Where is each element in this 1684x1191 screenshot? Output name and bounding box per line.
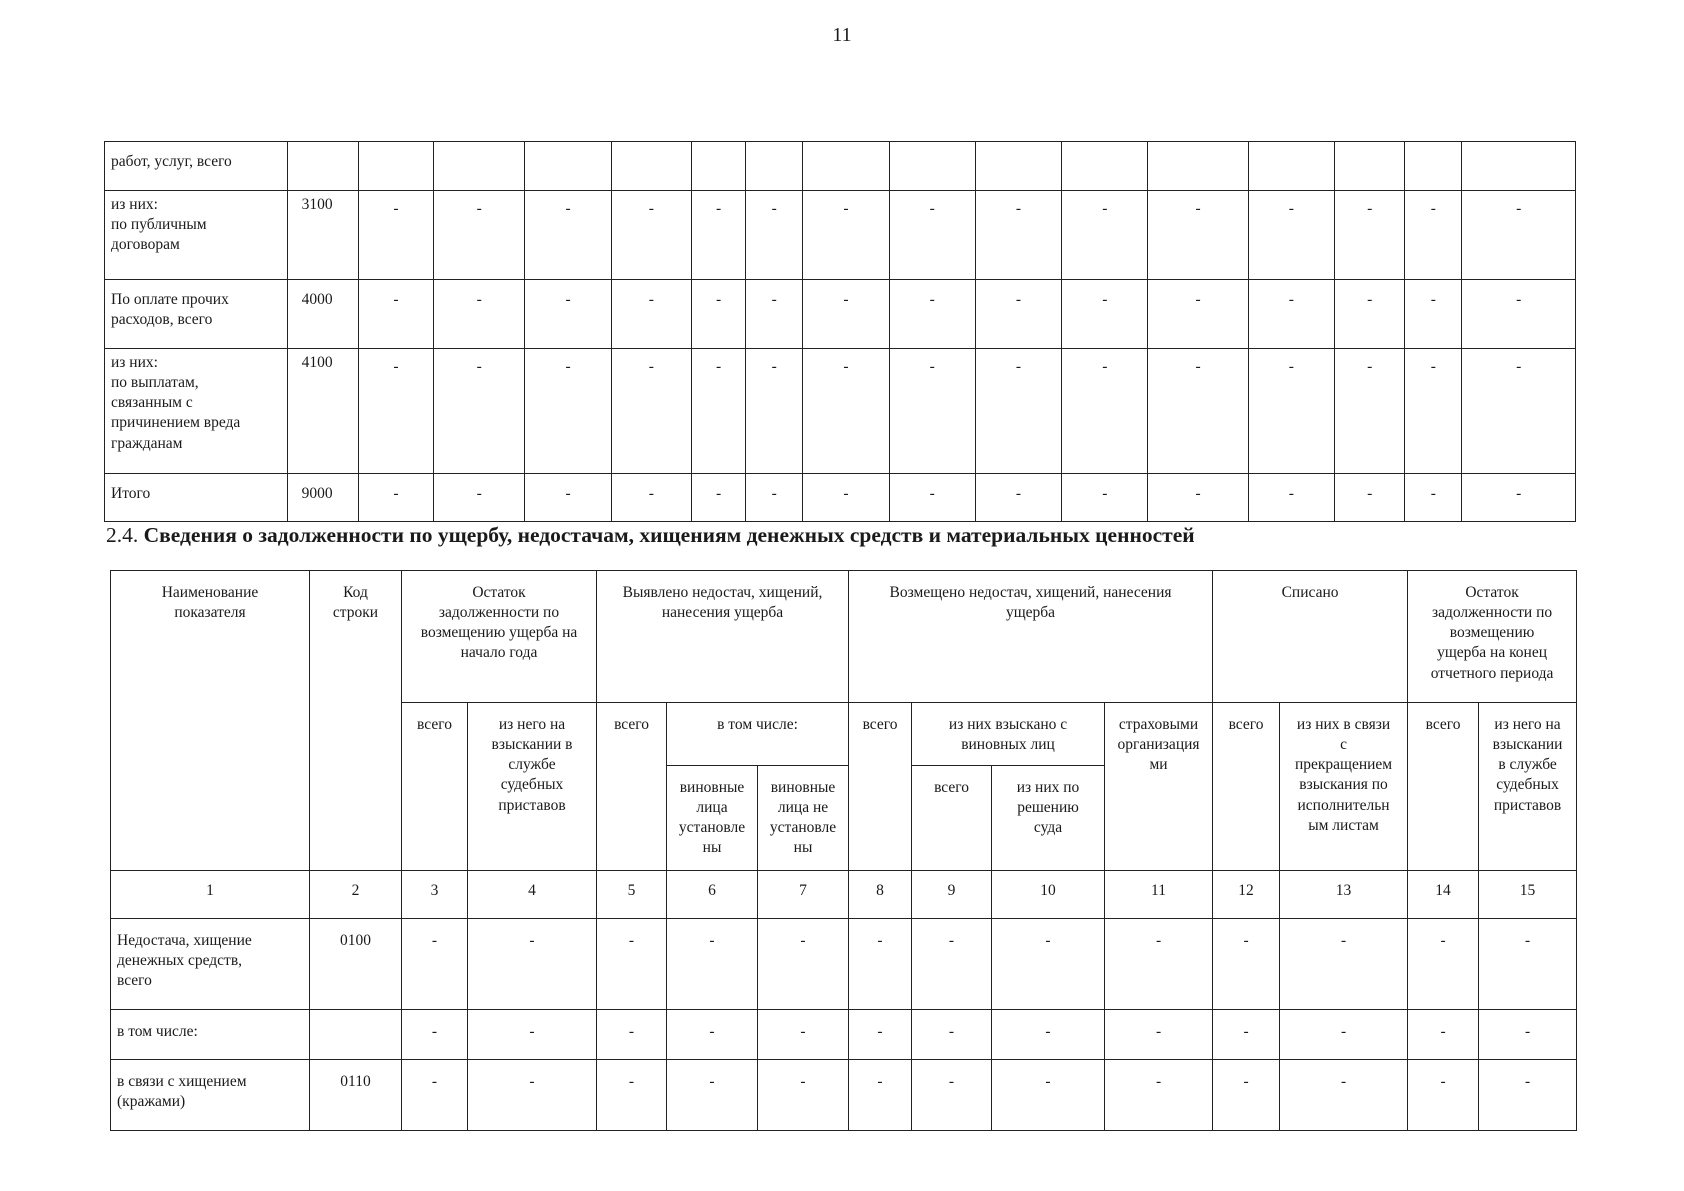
header-from-guilty: из них взыскано с виновных лиц — [912, 703, 1105, 766]
cell-value: - — [667, 1010, 758, 1060]
section-title — [106, 523, 1195, 548]
cell-value: - — [1479, 919, 1577, 1010]
header-col4: из него на взыскании в службе судебных приставов — [468, 703, 597, 871]
cell-value: - — [358, 349, 433, 474]
header-code: Код строки — [310, 571, 402, 871]
row-code: 3100 — [287, 191, 358, 280]
row-name: из них: по публичным договорам — [105, 191, 288, 280]
cell-value: - — [597, 919, 667, 1010]
cell-value: - — [758, 1060, 849, 1131]
cell-value — [611, 142, 691, 191]
cell-value: - — [803, 349, 889, 474]
cell-value: - — [975, 349, 1061, 474]
header-col6: виновные лица установле ны — [667, 766, 758, 871]
header-col8: всего — [849, 703, 912, 871]
header-balance-end: Остаток задолженности по возмещению ущерба на конец отчетного периода — [1408, 571, 1577, 703]
row-code — [287, 142, 358, 191]
cell-value: - — [611, 349, 691, 474]
cell-value — [1062, 142, 1148, 191]
column-number: 10 — [992, 871, 1105, 919]
cell-value: - — [1405, 349, 1462, 474]
section-number: 2.4. — [106, 523, 139, 547]
page-number: 11 — [832, 24, 852, 46]
cell-value: - — [1462, 349, 1576, 474]
cell-value — [746, 142, 803, 191]
cell-value: - — [1248, 474, 1334, 522]
cell-value: - — [402, 1010, 468, 1060]
cell-value — [1248, 142, 1334, 191]
cell-value: - — [597, 1010, 667, 1060]
column-number: 6 — [667, 871, 758, 919]
table-row — [105, 474, 1576, 522]
cell-value: - — [1462, 191, 1576, 280]
debt-table-continued — [104, 141, 1576, 522]
cell-value: - — [992, 1060, 1105, 1131]
cell-value: - — [1335, 191, 1405, 280]
column-number: 1 — [111, 871, 310, 919]
cell-value: - — [358, 474, 433, 522]
cell-value: - — [611, 474, 691, 522]
cell-value — [1335, 142, 1405, 191]
cell-value: - — [1408, 1010, 1479, 1060]
table-row — [111, 1010, 1577, 1060]
column-number: 3 — [402, 871, 468, 919]
cell-value: - — [1062, 474, 1148, 522]
cell-value: - — [1335, 280, 1405, 349]
cell-value: - — [1248, 280, 1334, 349]
cell-value: - — [1148, 280, 1248, 349]
cell-value: - — [746, 474, 803, 522]
column-number: 7 — [758, 871, 849, 919]
row-name: из них: по выплатам, связанным с причинением вреда гражданам — [105, 349, 288, 474]
cell-value: - — [358, 191, 433, 280]
cell-value: - — [803, 474, 889, 522]
cell-value: - — [1105, 1010, 1213, 1060]
cell-value: - — [975, 280, 1061, 349]
cell-value: - — [434, 280, 525, 349]
cell-value: - — [525, 280, 611, 349]
header-col9: всего — [912, 766, 992, 871]
cell-value: - — [803, 280, 889, 349]
cell-value: - — [525, 349, 611, 474]
header-incl: в том числе: — [667, 703, 849, 766]
row-name: в том числе: — [111, 1010, 310, 1060]
cell-value: - — [1405, 191, 1462, 280]
cell-value: - — [1408, 919, 1479, 1010]
cell-value: - — [468, 919, 597, 1010]
cell-value: - — [468, 1060, 597, 1131]
cell-value: - — [597, 1060, 667, 1131]
row-code: 0110 — [310, 1060, 402, 1131]
table-row — [111, 1060, 1577, 1131]
cell-value: - — [746, 280, 803, 349]
row-name: Итого — [105, 474, 288, 522]
cell-value: - — [992, 919, 1105, 1010]
cell-value: - — [402, 1060, 468, 1131]
header-col12: всего — [1213, 703, 1280, 871]
table-row — [105, 349, 1576, 474]
row-code — [310, 1010, 402, 1060]
cell-value — [525, 142, 611, 191]
cell-value: - — [1248, 191, 1334, 280]
header-col5: всего — [597, 703, 667, 871]
table-row — [105, 191, 1576, 280]
damage-debt-table — [110, 570, 1577, 1131]
cell-value: - — [434, 474, 525, 522]
cell-value: - — [1062, 191, 1148, 280]
cell-value: - — [691, 474, 745, 522]
column-number: 14 — [1408, 871, 1479, 919]
cell-value: - — [358, 280, 433, 349]
header-balance-start: Остаток задолженности по возмещению ущерба на начало года — [402, 571, 597, 703]
cell-value: - — [849, 919, 912, 1010]
cell-value: - — [525, 191, 611, 280]
cell-value: - — [1405, 280, 1462, 349]
column-numbers-row — [111, 871, 1577, 919]
cell-value — [1148, 142, 1248, 191]
cell-value: - — [434, 349, 525, 474]
cell-value: - — [1213, 919, 1280, 1010]
cell-value: - — [975, 191, 1061, 280]
cell-value: - — [1248, 349, 1334, 474]
cell-value: - — [849, 1010, 912, 1060]
cell-value: - — [691, 191, 745, 280]
cell-value: - — [1062, 349, 1148, 474]
cell-value: - — [1405, 474, 1462, 522]
cell-value: - — [1280, 919, 1408, 1010]
cell-value: - — [746, 191, 803, 280]
column-number: 12 — [1213, 871, 1280, 919]
section-heading: Сведения о задолженности по ущербу, недостачам, хищениям денежных средств и материальных ценностей — [143, 523, 1195, 547]
column-number: 4 — [468, 871, 597, 919]
cell-value: - — [1148, 349, 1248, 474]
row-code: 4100 — [287, 349, 358, 474]
column-number: 5 — [597, 871, 667, 919]
column-number: 9 — [912, 871, 992, 919]
column-number: 8 — [849, 871, 912, 919]
row-name: в связи с хищением (кражами) — [111, 1060, 310, 1131]
cell-value: - — [992, 1010, 1105, 1060]
cell-value: - — [1213, 1060, 1280, 1131]
cell-value — [358, 142, 433, 191]
cell-value: - — [912, 1060, 992, 1131]
cell-value: - — [1462, 280, 1576, 349]
column-number: 11 — [1105, 871, 1213, 919]
cell-value: - — [434, 191, 525, 280]
row-name: Недостача, хищение денежных средств, всего — [111, 919, 310, 1010]
cell-value: - — [1479, 1010, 1577, 1060]
column-number: 13 — [1280, 871, 1408, 919]
table-row — [111, 919, 1577, 1010]
cell-value: - — [889, 280, 975, 349]
header-col10: из них по решению суда — [992, 766, 1105, 871]
header-col3: всего — [402, 703, 468, 871]
header-col13: из них в связи с прекращением взыскания по исполнительн ым листам — [1280, 703, 1408, 871]
cell-value — [1462, 142, 1576, 191]
cell-value: - — [758, 919, 849, 1010]
header-name: Наименование показателя — [111, 571, 310, 871]
cell-value: - — [889, 474, 975, 522]
cell-value: - — [691, 349, 745, 474]
cell-value: - — [1148, 191, 1248, 280]
cell-value: - — [525, 474, 611, 522]
cell-value: - — [889, 349, 975, 474]
cell-value: - — [611, 191, 691, 280]
row-name: По оплате прочих расходов, всего — [105, 280, 288, 349]
row-code: 9000 — [287, 474, 358, 522]
cell-value: - — [691, 280, 745, 349]
cell-value: - — [611, 280, 691, 349]
cell-value: - — [1479, 1060, 1577, 1131]
cell-value: - — [1213, 1010, 1280, 1060]
header-col14: всего — [1408, 703, 1479, 871]
cell-value: - — [402, 919, 468, 1010]
cell-value: - — [746, 349, 803, 474]
cell-value: - — [758, 1010, 849, 1060]
cell-value: - — [912, 919, 992, 1010]
table-row — [105, 280, 1576, 349]
cell-value: - — [1105, 1060, 1213, 1131]
column-number: 15 — [1479, 871, 1577, 919]
column-number: 2 — [310, 871, 402, 919]
header-reimbursed: Возмещено недостач, хищений, нанесения ущерба — [849, 571, 1213, 703]
cell-value: - — [1462, 474, 1576, 522]
row-name: работ, услуг, всего — [105, 142, 288, 191]
cell-value: - — [667, 919, 758, 1010]
row-code: 0100 — [310, 919, 402, 1010]
cell-value — [975, 142, 1061, 191]
cell-value: - — [468, 1010, 597, 1060]
cell-value: - — [1148, 474, 1248, 522]
cell-value: - — [667, 1060, 758, 1131]
header-detected: Выявлено недостач, хищений, нанесения ущерба — [597, 571, 849, 703]
cell-value — [889, 142, 975, 191]
header-written-off: Списано — [1213, 571, 1408, 703]
table-row — [105, 142, 1576, 191]
cell-value — [691, 142, 745, 191]
cell-value: - — [1105, 919, 1213, 1010]
cell-value: - — [1280, 1010, 1408, 1060]
cell-value: - — [849, 1060, 912, 1131]
row-code: 4000 — [287, 280, 358, 349]
header-col15: из него на взыскании в службе судебных приставов — [1479, 703, 1577, 871]
cell-value: - — [1335, 349, 1405, 474]
cell-value: - — [1408, 1060, 1479, 1131]
cell-value: - — [1280, 1060, 1408, 1131]
cell-value: - — [1062, 280, 1148, 349]
cell-value — [434, 142, 525, 191]
cell-value: - — [1335, 474, 1405, 522]
header-col7: виновные лица не установле ны — [758, 766, 849, 871]
cell-value: - — [889, 191, 975, 280]
header-col11: страховыми организация ми — [1105, 703, 1213, 871]
cell-value: - — [975, 474, 1061, 522]
cell-value: - — [912, 1010, 992, 1060]
cell-value — [1405, 142, 1462, 191]
cell-value — [803, 142, 889, 191]
cell-value: - — [803, 191, 889, 280]
